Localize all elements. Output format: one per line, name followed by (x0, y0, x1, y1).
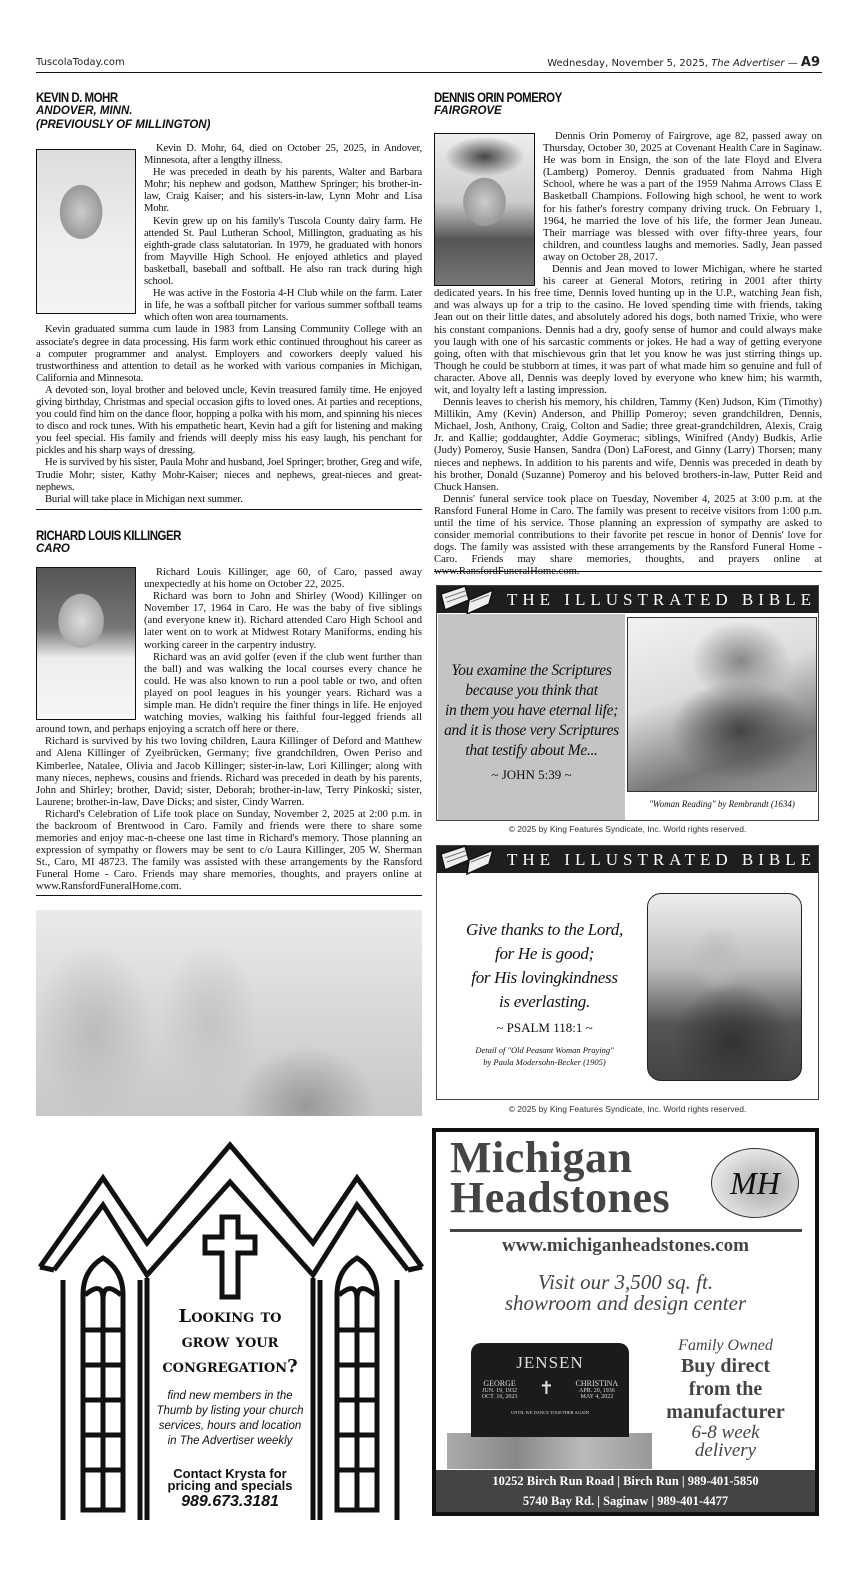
body-line: in The Advertiser weekly (167, 1435, 293, 1447)
jensen-headstone-image (447, 1341, 652, 1471)
stone-family-name: JENSEN (516, 1353, 584, 1372)
peasant-woman-illustration (647, 893, 802, 1081)
buy-line: manufacturer (666, 1401, 785, 1423)
verse-line: because you think that (465, 682, 598, 699)
photo-richard (36, 567, 136, 720)
headline-line: grow your (181, 1331, 279, 1352)
divider (36, 895, 422, 896)
reference-text: JOHN 5:39 (501, 767, 562, 782)
copyright: © 2025 by King Features Syndicate, Inc. World rights reserved. (508, 1104, 747, 1114)
decorative-fog-image (36, 910, 422, 1116)
stone-epitaph: UNTIL WE DANCE TOGETHER AGAIN (510, 1410, 590, 1415)
obit-name-dennis: DENNIS ORIN POMEROY (434, 89, 562, 105)
contact-line: Contact Krysta for (173, 1466, 287, 1481)
delivery-line: 6-8 week (691, 1422, 760, 1443)
headline-line: Looking to (178, 1306, 282, 1327)
headstones-title (450, 1133, 671, 1222)
paragraph: Kevin graduated summa cum laude in 1983 from Lansing Community College with an associate's degree in data processing. His farm work ethic continued throughout his career as a computer programmer and analyst. Employers and coworkers deeply valued his trustworthiness and attention to detail as he worked with various companies in Michigan, California and Minnesota. (36, 324, 422, 384)
obit-location-dennis: FAIRGROVE (434, 105, 502, 117)
obit-name-kevin: KEVIN D. MOHR (36, 89, 118, 105)
cross-icon (205, 1217, 255, 1297)
dateline (547, 55, 820, 70)
bible-title: THE ILLUSTRATED BIBLE (507, 590, 816, 609)
dash: — (787, 58, 798, 69)
body-line: Thumb by listing your church (156, 1405, 304, 1417)
title-line: Michigan (450, 1133, 633, 1182)
obituary-dennis (434, 131, 822, 567)
rembrandt-illustration (627, 617, 817, 792)
visit-text (436, 1272, 815, 1314)
copyright: © 2025 by King Features Syndicate, Inc. World rights reserved. (508, 824, 747, 834)
verse-panel (438, 614, 625, 820)
divider (36, 509, 422, 510)
location-line: 5740 Bay Rd. | Saginaw | 989-401-4477 (522, 1494, 729, 1508)
title-rule (450, 1229, 802, 1232)
illustration-caption: "Woman Reading" by Rembrandt (1634) (649, 799, 795, 809)
verse-line: for His lovingkindness (471, 968, 618, 987)
family-owned: Family Owned (678, 1337, 773, 1354)
illustrated-bible-2 (436, 845, 819, 1100)
church-ad-phone: 989.673.3181 (181, 1493, 279, 1510)
site-name: TuscolaToday.com (36, 57, 125, 68)
delivery-line: delivery (694, 1440, 757, 1461)
paragraph-burial: Burial will take place in Michigan next summer. (45, 493, 243, 505)
paragraph: Dennis leaves to cherish his memory, his children, Tammy (Ken) Judson, Kim (Timothy) Millikin, Amy (Kevin) Anderson, and Phillip Pomeroy; seven grandchildren, Dennis, Michael, Josh, Anthony, Craig, Colton and Sadie; three great-grandchildren, Alexis, Craig Jr. and Kallie; goddaughter, Addie Goymerac; siblings, Winifred (Andy) Budkis, Arlie (Judy) Pomeroy, Susie Hansen, Sandra (Don) LaForest, and Ginny (Larry) Thorsen; many nieces and nephews. In addition to his parents and wife, Dennis was preceded in death by his brother, Donald (Suzanne) Pomeroy and his beloved brothers-in-law, Putter Reid and Chuck Hansen. (434, 397, 822, 493)
verse-line: in them you have eternal life; (444, 702, 619, 719)
bible-title: THE ILLUSTRATED BIBLE (507, 850, 816, 869)
headstones-url[interactable]: www.michiganheadstones.com (501, 1235, 749, 1256)
obituary-kevin (36, 143, 422, 506)
location-line: 10252 Birch Run Road | Birch Run | 989-401-5850 (492, 1474, 759, 1488)
visit-line: Visit our 3,500 sq. ft. (537, 1270, 714, 1294)
paragraph: A devoted son, loyal brother and beloved uncle, Kevin treasured family time. He enjoyed giving birthday, Christmas and special occasion gifts to loved ones. At parties and receptions, you could find him on the dance floor, hopping a polka with his mom, and spinning his nieces to disco and rock tunes. With his empathetic heart, Kevin had a gift for listening and making you feel special. His family and friends will deeply miss his easy laugh, his penchant for pickles and his sharp ways of dressing. (36, 384, 422, 457)
body-line: find new members in the (167, 1390, 293, 1402)
paragraph: He is survived by his sister, Paula Mohr and husband, Joel Springer; brother, Greg and wife, Trudie Mohr; sister, Kathy Mohr-Kaiser; nieces and nephews, great-nieces and great-nephews. (36, 457, 422, 493)
paragraph: Richard was born to John and Shirley (Wood) Killinger on November 17, 1964 in Caro. He was the baby of five siblings (and everyone knew it). Richard attended Caro High School and later went on to work at Midwest Rotary Maniforms, ending his working career in the carpentry industry. (144, 591, 422, 651)
illustrated-bible-1 (436, 585, 819, 821)
open-book-icon (439, 840, 495, 876)
paragraph: Richard is survived by his two loving children, Laura Killinger of Deford and Matthew and Alena Killinger of Zyeibrücken, Germany; five grandchildren, Owen Periso and Kimberlee, Natalee, Olivia and Jacob Killinger; sister-in-law, Lori Killinger; along with many nieces, nephews, cousins and friends. Richard was preceded in death by his parents, John and Shirley; brother, David; sister, Deborah; brother-in-law, Terry Pinkoski; sister, Laurene; brother-in-law, Dave Dicks; and sister, Cindy Warren. (36, 736, 422, 808)
location: ANDOVER, MINN. (36, 105, 133, 117)
photo-dennis (434, 133, 535, 286)
obit-location-richard: CARO (36, 543, 70, 555)
verse-reference: ~ PSALM 118:1 ~ (496, 1020, 593, 1035)
verse-reference: ~ JOHN 5:39 ~ (491, 767, 572, 782)
contact-line: pricing and specials (167, 1478, 293, 1493)
stone-date: OCT. 16, 2023 (481, 1394, 518, 1400)
paragraph: Dennis' funeral service took place on Tuesday, November 4, 2025 at 3:00 p.m. at the Ransford Funeral Home in Caro. The family was present to receive visitors from 1:00 p.m. until the time of his service. Those planning an expression of sympathy are asked to consider memorial contributions to their favorite pet rescue in honor of Dennis' love for dogs. The family was assisted with these arrangements by the Ransford Funeral Home - Caro. Friends may share memories, thoughts, and prayers online at (434, 493, 822, 566)
buy-direct-text (648, 1337, 803, 1460)
paragraph: He was preceded in death by his parents, Walter and Barbara Mohr; his nephew and godson, Matthew Springer; his brother-in-law, Craig Kaiser; and his sisters-in-law, Lynn Mohr and Lisa Mohr. (144, 167, 422, 215)
stone-name: GEORGE (483, 1379, 516, 1388)
divider (434, 571, 822, 572)
obituary-richard (36, 567, 422, 893)
michigan-headstones-ad (432, 1128, 819, 1516)
open-book-icon (439, 580, 495, 616)
paragraph: Richard Louis Killinger, age 60, of Caro, passed away unexpectedly at his home on October 22, 2025. (144, 567, 422, 591)
headline-line: congregation? (162, 1356, 298, 1377)
caption-line: by Paula Modersohn-Becker (1905) (483, 1057, 606, 1067)
verse-line: for He is good; (495, 944, 594, 963)
paragraph: Richard's Celebration of Life took place on Sunday, November 2, 2025 at 2:00 p.m. in the backroom of Brentwood in Caro. Family and friends were there to share some memories and enjoy mac-n-cheese one last time in Richard's memory. Those planning an expression of sympathy or flowers may be sent to c/o Laura Killinger, 205 W. Sherman St., Caro, MI 48723. The family was assisted with these arrangements by the Ransford Funeral Home - Caro. Friends may share memories, thoughts, and prayers online at www.RansfordFuneralHome.com. (36, 808, 422, 893)
church-ad-contact (30, 1468, 430, 1508)
paragraph: He was active in the Fostoria 4-H Club while on the farm. Later in life, he was a softball pitcher for various summer softball teams which often won area tournaments. (144, 288, 422, 324)
stone-date: JUN. 19, 1932 (482, 1388, 518, 1394)
paragraph: Dennis and Jean moved to lower Michigan, where he started his career at General Motors, retiring in 2001 after thirty dedicated years. In his free time, Dennis loved hunting up in the U.P., watching Jean fish, and was always up for a trip to the casino. He loved spending time with friends, taking Jean out on their little dates, and absolutely adored his dogs, both named Trixie, who were his constant companions. Dennis had a dry, goofy sense of humor and could always make you laugh with one of his sarcastic comments or jokes. He had a way of getting everyone going, often with that mischievous grin that let you know he was just stirring things up. Though he could be stubborn at times, it was part of what made him so genuine and full of character. Above all, Dennis was deeply loved by everyone who knew him; his warmth, wit, and loyalty left a lasting impression. (434, 264, 822, 396)
verse-line: is everlasting. (499, 992, 590, 1011)
paragraph: Dennis Orin Pomeroy of Fairgrove, age 82, passed away on Thursday, October 30, 2025 at Covenant Health Care in Saginaw. He was born in Ensign, the son of the late Floyd and Elvera (Lamberg) Pomeroy. Dennis graduated from Nahma High School, where he was a part of the 1959 Nahma Arrows Class E Basketball Champions. Following high school, he went to work for his father's forestry company driving truck. On February 1, 1964, he married the love of his life, the former Jean Juneau. Their marriage was blessed with over fifty-three years, four children, and countless laughs and memories. Sadly, Jean passed away on October 28, 2017. (543, 131, 822, 263)
church-ad-body (30, 1389, 430, 1449)
church-ad-headline (30, 1304, 430, 1379)
paper-name: The Advertiser (711, 58, 785, 69)
page-number: A9 (800, 55, 820, 70)
caption-line: Detail of "Old Peasant Woman Praying" (475, 1045, 614, 1055)
photo-kevin (36, 149, 136, 314)
reference-text: PSALM 118:1 (506, 1020, 583, 1035)
date-text: Wednesday, November 5, 2025, (547, 58, 708, 69)
paragraph: Kevin grew up on his family's Tuscola County dairy farm. He attended St. Paul Lutheran School, Millington, graduating as his eighth-grade class salutatorian. In 1979, he graduated with honors from Mayville High School. He enjoyed athletics and played basketball, baseball and softball. He also ran track during high school. (144, 215, 422, 288)
obit-name-richard: RICHARD LOUIS KILLINGER (36, 527, 181, 543)
church-ad (30, 1130, 430, 1520)
bible-banner (437, 846, 818, 873)
locations-bar (436, 1470, 815, 1512)
verse-line: Give thanks to the Lord, (466, 920, 623, 939)
verse-line: and it is those very Scriptures (444, 722, 619, 739)
stone-date: MAY 4, 2022 (580, 1394, 614, 1400)
mh-logo: MH (711, 1148, 799, 1218)
title-line: Headstones (450, 1173, 671, 1222)
cross-icon: ✝ (538, 1378, 554, 1398)
previous-location: (PREVIOUSLY OF MILLINGTON) (36, 119, 211, 131)
header-rule (36, 72, 822, 73)
paragraph: Richard was an avid golfer (even if the club went further than the ball) and was walking the local courses every chance he could. He was also known to run a pool table or two, and often played on pool leagues in his younger years. Richard was a simple man. He didn't require the finer things in life. He enjoyed watching movies, walking his faithful four-legged friends all around town, and perhaps enjoying a scratch off here or there. (36, 651, 422, 736)
stone-name: CHRISTINA (575, 1379, 619, 1388)
buy-line: Buy direct (680, 1355, 771, 1377)
obit-location-kevin (36, 104, 210, 132)
body-line: services, hours and location (158, 1420, 302, 1432)
buy-line: from the (688, 1378, 763, 1400)
visit-line: showroom and design center (504, 1291, 747, 1315)
verse-line: You examine the Scriptures (451, 662, 612, 679)
paragraph: Kevin D. Mohr, 64, died on October 25, 2025, in Andover, Minnesota, after a lengthy illness. (144, 143, 422, 167)
stone-date: APR. 20, 1936 (579, 1388, 615, 1394)
verse-panel (437, 918, 652, 1068)
bible-banner (437, 586, 818, 613)
verse-line: that testify about Me... (465, 742, 598, 759)
